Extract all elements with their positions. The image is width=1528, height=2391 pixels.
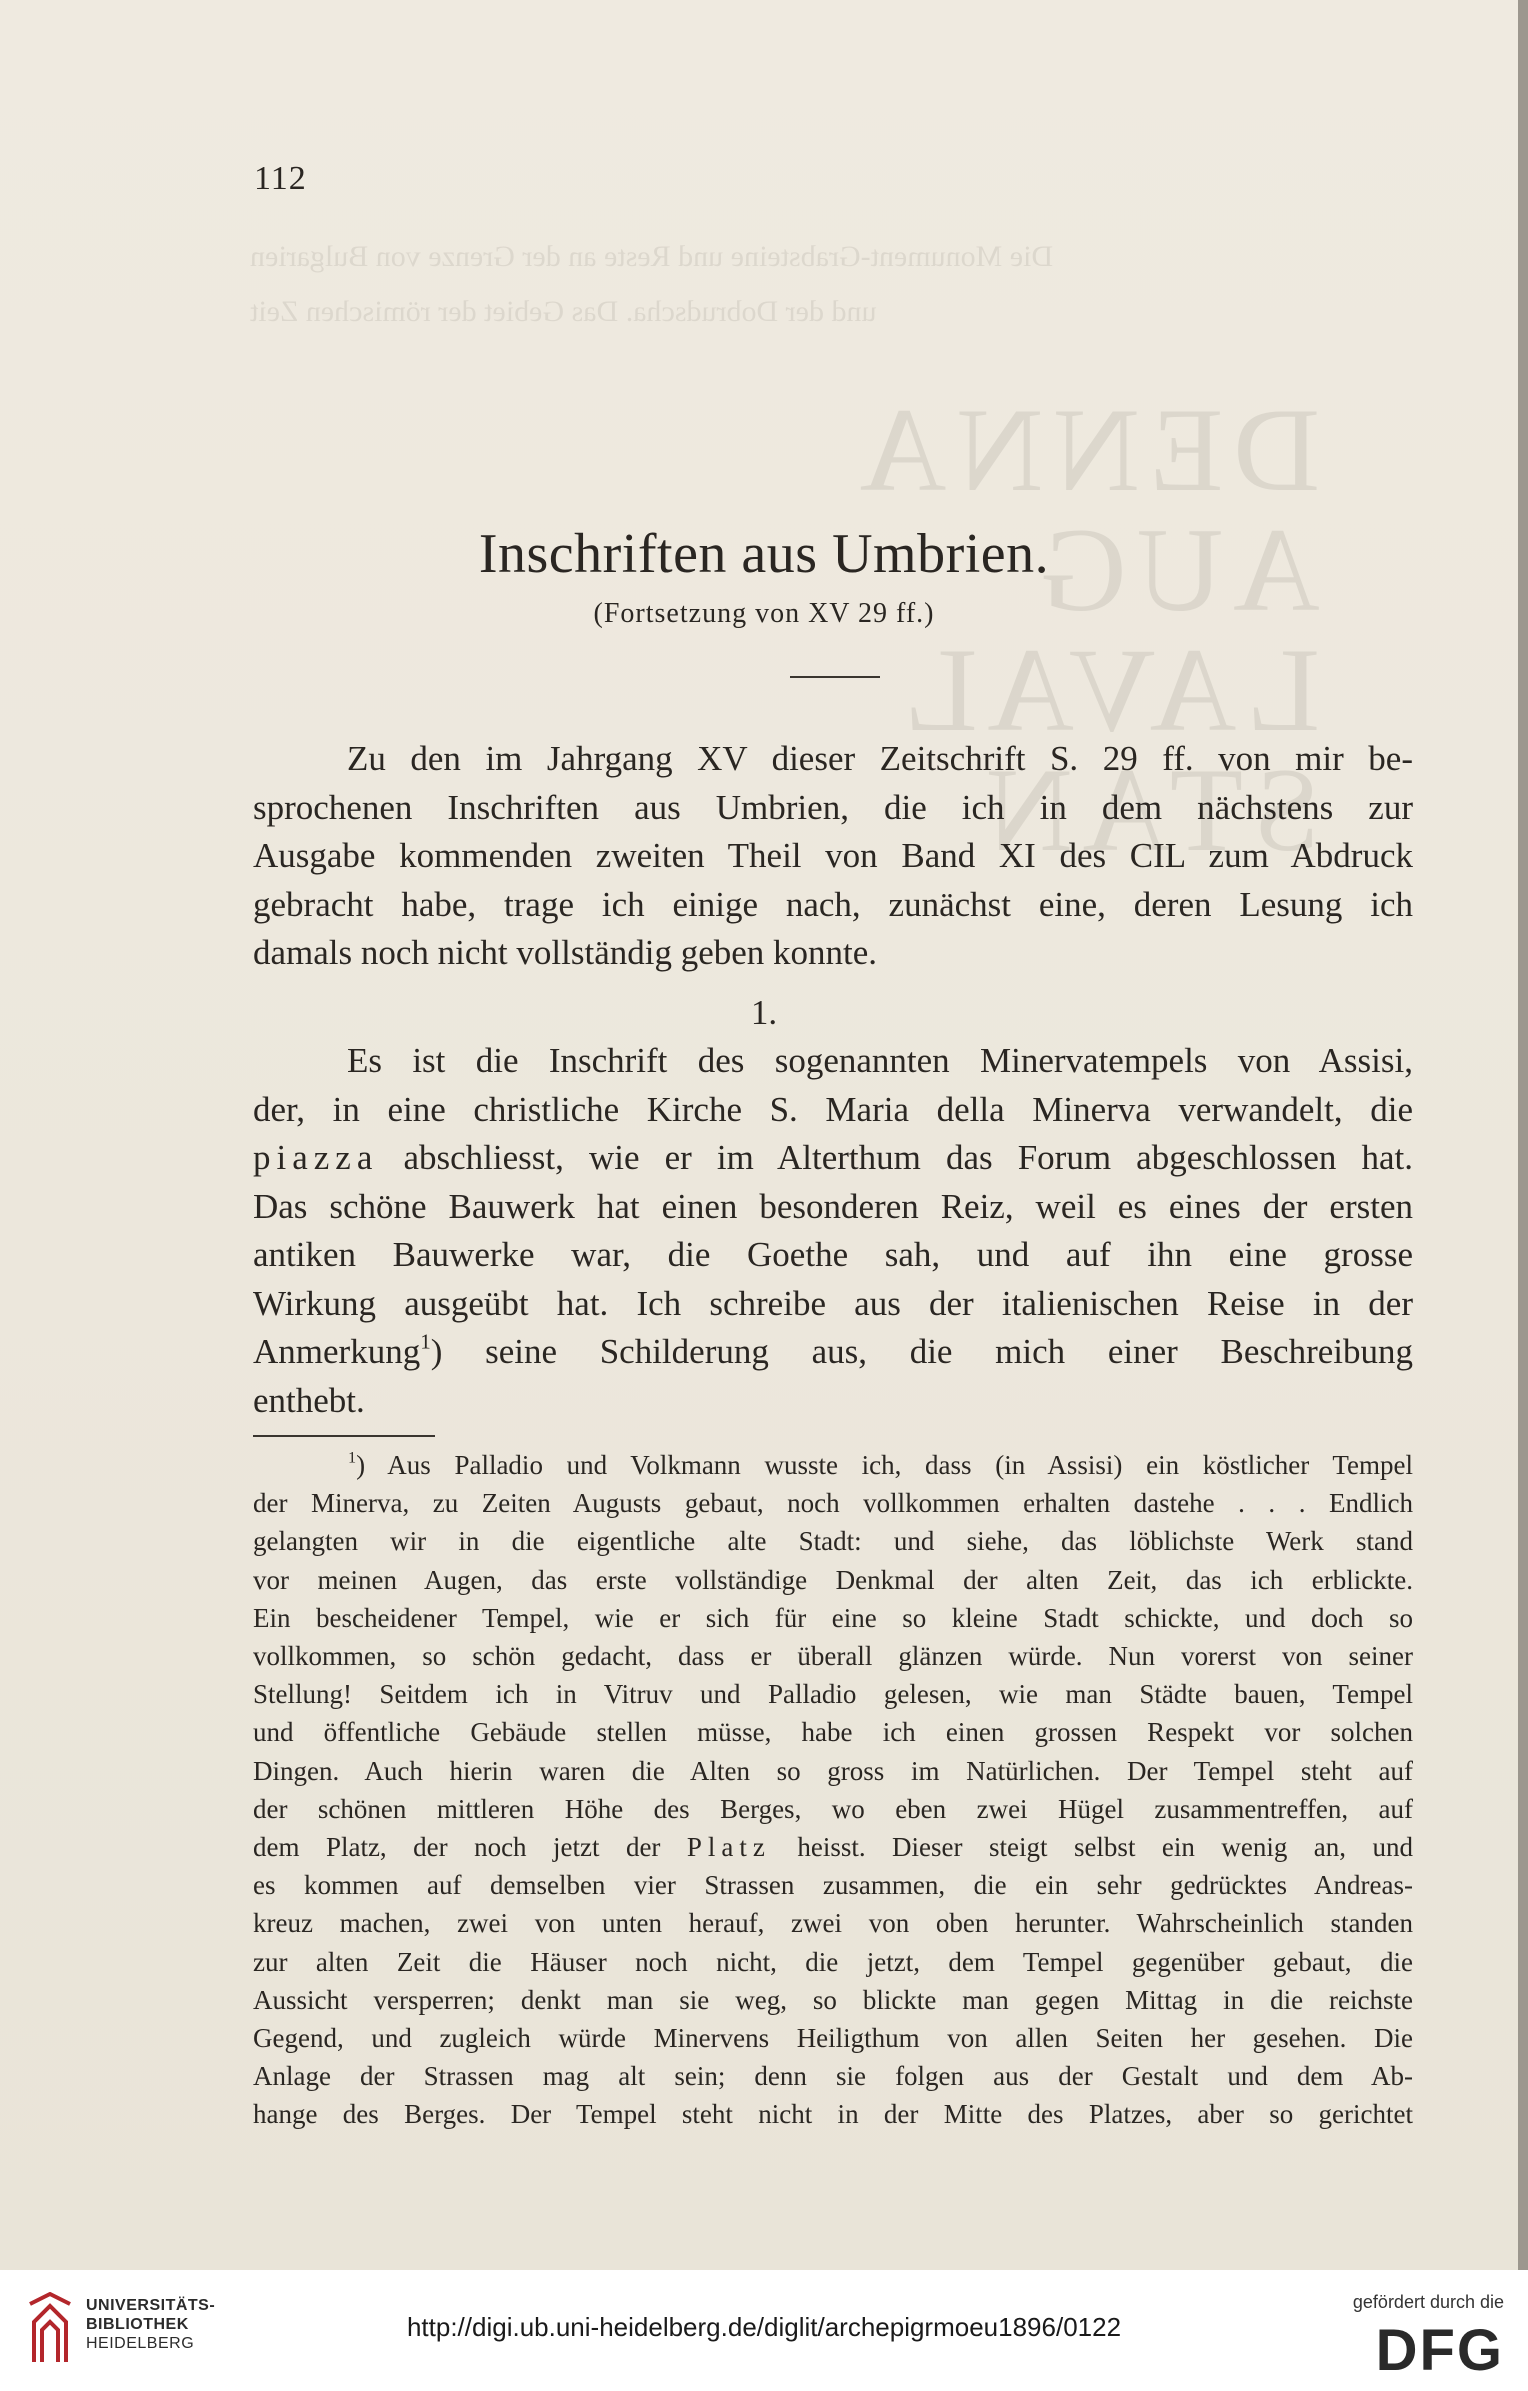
- text-line: sprochenen Inschriften aus Umbrien, die ich in dem nächstens zur: [253, 787, 1413, 827]
- footnote-line: der Minerva, zu Zeiten Augusts gebaut, noch vollkommen erhalten dastehe . . . Endlich: [253, 1488, 1413, 1519]
- footnote-line: $^1$) Aus Palladio und Volkmann wusste ich, dass (in Assisi) ein köstlicher Tempel: [348, 1448, 1413, 1480]
- text-line: Es ist die Inschrift des sogenannten Minervatempels von Assisi,: [347, 1041, 1413, 1080]
- footnote-divider: [253, 1435, 435, 1437]
- title-divider: [790, 676, 880, 678]
- footnote-line: Anlage der Strassen mag alt sein; denn sie folgen aus der Gestalt und dem Ab-: [253, 2061, 1413, 2092]
- footnote-reference[interactable]: 1: [420, 1329, 431, 1354]
- text-line: Wirkung ausgeübt hat. Ich schreibe aus der italienischen Reise in der: [253, 1283, 1413, 1323]
- footnote-line: Aussicht versperren; denkt man sie weg, so blickte man gegen Mittag in die reichste: [253, 1984, 1413, 2015]
- library-name[interactable]: UNIVERSITÄTS- BIBLIOTHEK HEIDELBERG: [86, 2297, 216, 2352]
- spaced-word: Platz: [686, 1832, 771, 1863]
- text-line: enthebt.: [253, 1380, 365, 1420]
- spaced-word: piazza: [253, 1138, 379, 1177]
- footnote-line: gelangten wir in die eigentliche alte Stadt: und siehe, das löblichste Werk stand: [253, 1526, 1413, 1557]
- footnote-line: Dingen. Auch hierin waren die Alten so gross im Natürlichen. Der Tempel steht auf: [253, 1755, 1413, 1786]
- text-line: gebracht habe, trage ich einige nach, zunächst eine, deren Lesung ich: [253, 884, 1413, 924]
- text-line: Zu den im Jahrgang XV dieser Zeitschrift S. 29 ff. von mir be-: [347, 739, 1413, 778]
- text-line: der, in eine christliche Kirche S. Maria della Minerva verwandelt, die: [253, 1089, 1413, 1129]
- footnote-line: und öffentliche Gebäude stellen müsse, habe ich einen grossen Respekt vor solchen: [253, 1717, 1413, 1748]
- footnote-1: [253, 1446, 1413, 2134]
- footnote-mark: 1: [348, 1448, 357, 1467]
- footnote-line: zur alten Zeit die Häuser noch nicht, die jetzt, dem Tempel gegenüber gebaut, die: [253, 1946, 1413, 1977]
- article-subtitle: (Fortsetzung von XV 29 ff.): [593, 598, 935, 629]
- footnote-line: es kommen auf demselben vier Strassen zusammen, die ein sehr gedrücktes Andreas-: [253, 1870, 1413, 1901]
- article-title: Inschriften aus Umbrien.: [478, 523, 1050, 585]
- viewer-footer: [0, 2270, 1528, 2391]
- dfg-logo[interactable]: DFG: [1375, 2318, 1504, 2383]
- footnote-line: vollkommen, so schön gedacht, dass er überall glänzen würde. Nun vorerst von seiner: [253, 1641, 1413, 1672]
- funded-by-label: gefördert durch die: [1352, 2292, 1504, 2312]
- text-line: damals noch nicht vollständig geben konnte.: [253, 933, 878, 972]
- footnote-line: hange des Berges. Der Tempel steht nicht in der Mitte des Platzes, aber so gerichtet: [253, 2099, 1413, 2130]
- footnote-line: kreuz machen, zwei von unten herauf, zwei von oben herunter. Wahrscheinlich standen: [253, 1908, 1413, 1939]
- page-spine-edge: [1518, 0, 1528, 2270]
- footnote-line: dem Platz, der noch jetzt der Platz heisst. Dieser steigt selbst ein wenig an, und: [253, 1832, 1413, 1863]
- footnote-line: Ein bescheidener Tempel, wie er sich für eine so kleine Stadt schickte, und doch so: [253, 1602, 1413, 1633]
- text-line: antiken Bauwerke war, die Goethe sah, und auf ihn eine grosse: [253, 1235, 1413, 1274]
- footnote-line: vor meinen Augen, das erste vollständige Denkmal der alten Zeit, das ich erblickte.: [253, 1564, 1413, 1595]
- page-number: 112: [254, 160, 307, 197]
- footnote-line: Stellung! Seitdem ich in Vitruv und Palladio gelesen, wie man Städte bauen, Tempel: [253, 1679, 1413, 1710]
- reverse-side-bleed-through: Die Monument-Grabsteine und Reste an der Grenze von Bulgarien und der Dobrudscha. Das Gebiet der römischen Zeit DENNA AUG LAVAL STAN: [250, 240, 1320, 876]
- section-1-paragraph: [253, 1037, 1413, 1425]
- source-url-link[interactable]: http://digi.ub.uni-heidelberg.de/diglit/archepigrmoeu1896/0122: [406, 2312, 1122, 2342]
- section-number: 1.: [750, 993, 778, 1032]
- text-line: Anmerkung$^1$) seine Schilderung aus, die mich einer Beschreibung: [253, 1329, 1413, 1371]
- intro-paragraph: [253, 735, 1413, 978]
- footnote-line: Gegend, und zugleich würde Minervens Heiligthum von allen Seiten her gesehen. Die: [253, 2023, 1413, 2054]
- text-line: piazza abschliesst, wie er im Alterthum das Forum abgeschlossen hat.: [253, 1138, 1413, 1177]
- text-line: Ausgabe kommenden zweiten Theil von Band XI des CIL zum Abdruck: [253, 836, 1413, 875]
- footnote-line: der schönen mittleren Höhe des Berges, wo eben zwei Hügel zusammentreffen, auf: [253, 1793, 1413, 1824]
- text-line: Das schöne Bauwerk hat einen besonderen Reiz, weil es eines der ersten: [253, 1186, 1413, 1226]
